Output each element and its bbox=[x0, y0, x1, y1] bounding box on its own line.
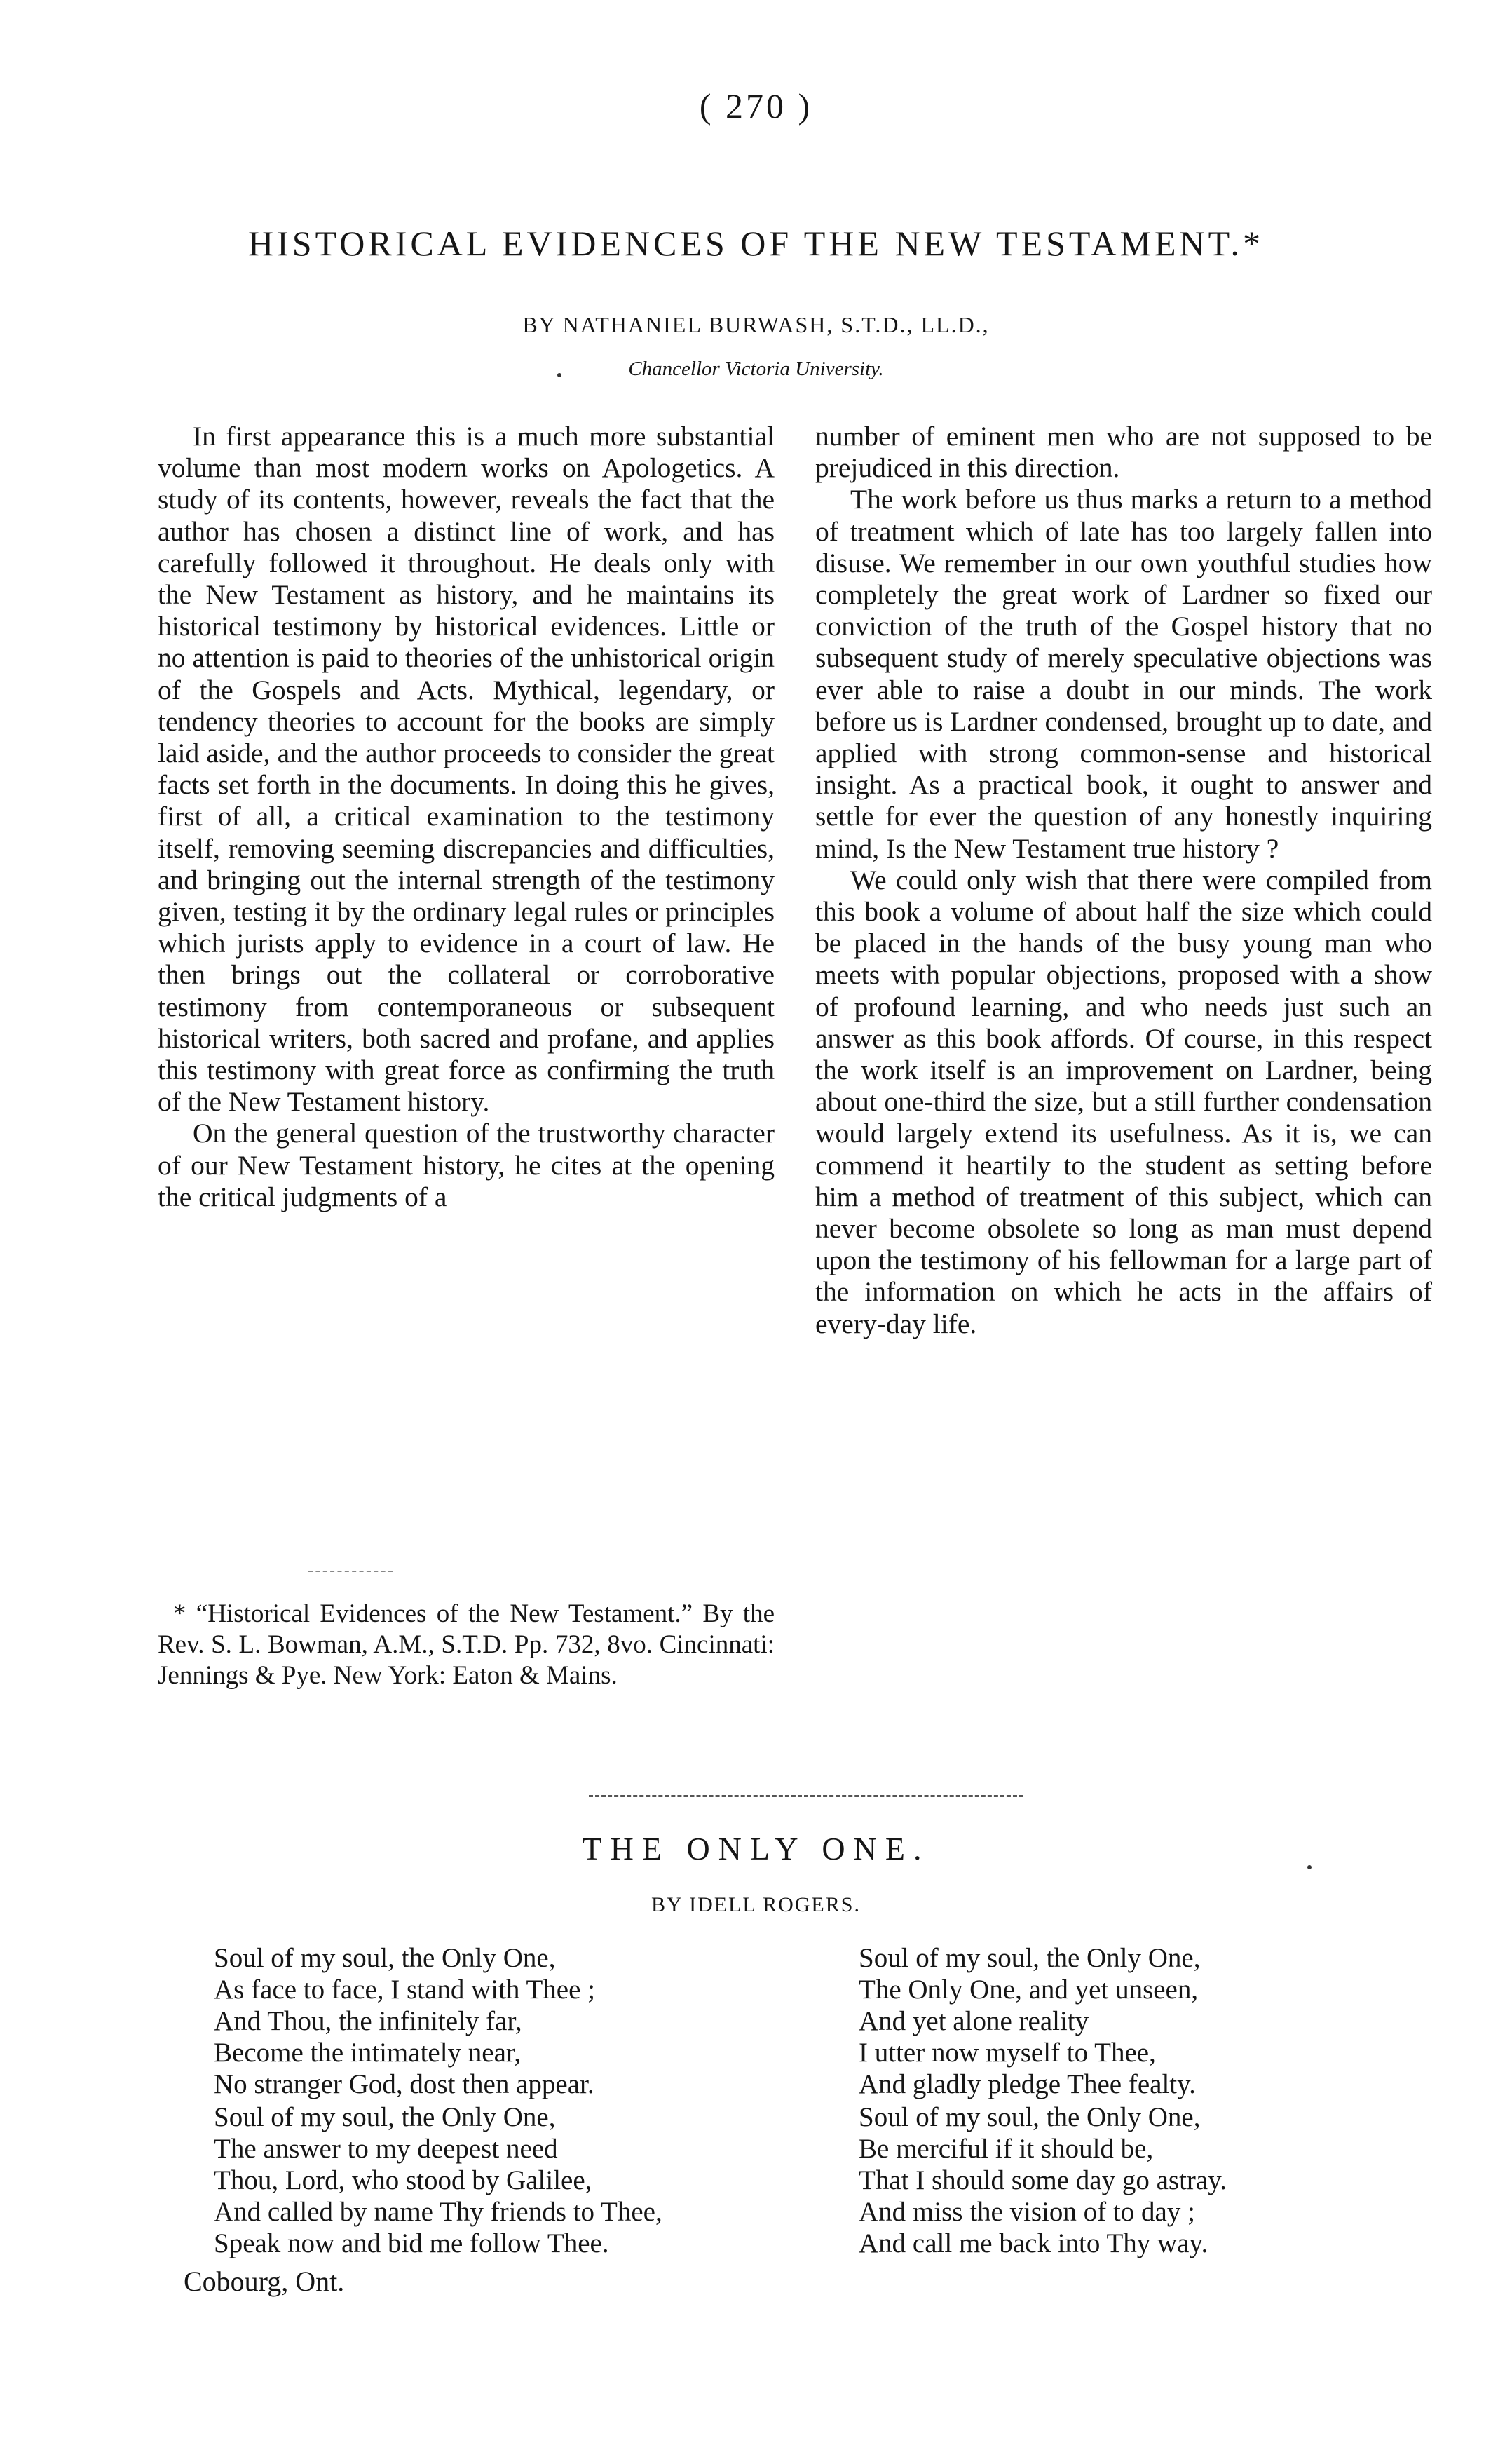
poem-stanza bbox=[214, 1942, 595, 2100]
poem-line: Soul of my soul, the Only One, bbox=[214, 1943, 556, 1973]
footnote: * “Historical Evidences of the New Testament.” By the Rev. S. L. Bowman, A.M., S.T.D. Pp. 732, 8vo. Cincinnati: Jennings & Pye. New York: Eaton & Mains. bbox=[158, 1599, 775, 1690]
left-column bbox=[158, 421, 775, 1213]
poem-line: I utter now myself to Thee, bbox=[859, 2038, 1156, 2068]
article-affiliation: Chancellor Victoria University. bbox=[628, 358, 884, 380]
poem-line: Thou, Lord, who stood by Galilee, bbox=[214, 2165, 592, 2195]
poem-line: Soul of my soul, the Only One, bbox=[859, 2102, 1201, 2132]
poem-stanza bbox=[859, 1942, 1200, 2100]
right-column bbox=[815, 421, 1432, 1340]
poem-line: And miss the vision of to day ; bbox=[859, 2197, 1195, 2227]
poem-line: And gladly pledge Thee fealty. bbox=[859, 2069, 1196, 2099]
section-divider bbox=[589, 1795, 1023, 1797]
poem-stanza bbox=[214, 2101, 662, 2259]
poem-line: The Only One, and yet unseen, bbox=[859, 1975, 1199, 2005]
body-paragraph: We could only wish that there were compiled from this book a volume of about half the size which could be placed in the hands of the busy young man who meets with popular objections, proposed with a show of profound learning, and who needs just such an answer as this book affords. Of course, in this respect the work itself is an improvement on Lardner, being about one-third the size, but a still further condensation would largely extend its usefulness. As it is, we can commend it heartily to the student as setting before him a method of treatment of this subject, which can never become obsolete so long as man must depend upon the testimony of his fellowman for a large part of the information on which he acts in the affairs of every-day life. bbox=[815, 864, 1432, 1339]
poem-line: And called by name Thy friends to Thee, bbox=[214, 2197, 662, 2227]
article-byline: BY NATHANIEL BURWASH, S.T.D., LL.D., bbox=[522, 312, 990, 337]
poem-line: Speak now and bid me follow Thee. bbox=[214, 2228, 609, 2258]
poem-line: No stranger God, dost then appear. bbox=[214, 2069, 594, 2099]
body-paragraph: The work before us thus marks a return to a method of treatment which of late has too largely fallen into disuse. We remember in our own youthful studies how completely the great work of Lardner so fixed our conviction of the truth of the Gospel history that no subsequent study of merely speculative objections was ever able to raise a doubt in our minds. The work before us is Lardner condensed, brought up to date, and applied with strong common-sense and historical insight. As a practical book, it ought to answer and settle for ever the question of any honestly inquiring mind, Is the New Testament true history ? bbox=[815, 484, 1432, 864]
poem-line: Soul of my soul, the Only One, bbox=[214, 2102, 556, 2132]
poem-line: Become the intimately near, bbox=[214, 2038, 522, 2068]
poem-line: That I should some day go astray. bbox=[859, 2165, 1227, 2195]
poem-line: And Thou, the infinitely far, bbox=[214, 2006, 522, 2036]
poem-line: And yet alone reality bbox=[859, 2006, 1089, 2036]
poem-stanza bbox=[859, 2101, 1227, 2259]
footnote-rule bbox=[308, 1571, 393, 1572]
poem-place: Cobourg, Ont. bbox=[184, 2265, 345, 2297]
ornament-dot bbox=[1307, 1865, 1312, 1869]
poem-line: As face to face, I stand with Thee ; bbox=[214, 1975, 595, 2005]
poem-line: Be merciful if it should be, bbox=[859, 2134, 1154, 2164]
poem-title: THE ONLY ONE. bbox=[582, 1831, 930, 1867]
page-number: ( 270 ) bbox=[699, 86, 813, 126]
poem-line: And call me back into Thy way. bbox=[859, 2228, 1208, 2258]
poem-byline: BY IDELL ROGERS. bbox=[651, 1893, 861, 1916]
body-paragraph: On the general question of the trustworthy character of our New Testament history, he cites at the opening the critical judgments of a bbox=[158, 1118, 775, 1212]
poem-line: Soul of my soul, the Only One, bbox=[859, 1943, 1201, 1973]
body-paragraph: In first appearance this is a much more substantial volume than most modern works on Apologetics. A study of its contents, however, reveals the fact that the author has chosen a distinct line of work, and has carefully followed it throughout. He deals only with the New Testament as history, and he maintains its historical testimony by historical evidences. Little or no attention is paid to theories of the unhistorical origin of the Gospels and Acts. Mythical, legendary, or tendency theories to account for the books are simply laid aside, and the author proceeds to consider the great facts set forth in the documents. In doing this he gives, first of all, a critical examination to the testimony itself, removing seeming discrepancies and difficulties, and bringing out the internal strength of the testimony given, testing it by the ordinary legal rules or principles which jurists apply to evidence in a court of law. He then brings out the collateral or corroborative testimony from contemporaneous or subsequent historical writers, both sacred and profane, and applies this testimony with great force as confirming the truth of the New Testament history. bbox=[158, 421, 775, 1118]
body-paragraph: number of eminent men who are not supposed to be prejudiced in this direction. bbox=[815, 421, 1432, 484]
poem-line: The answer to my deepest need bbox=[214, 2134, 558, 2164]
article-title: HISTORICAL EVIDENCES OF THE NEW TESTAMENT.* bbox=[248, 224, 1264, 263]
